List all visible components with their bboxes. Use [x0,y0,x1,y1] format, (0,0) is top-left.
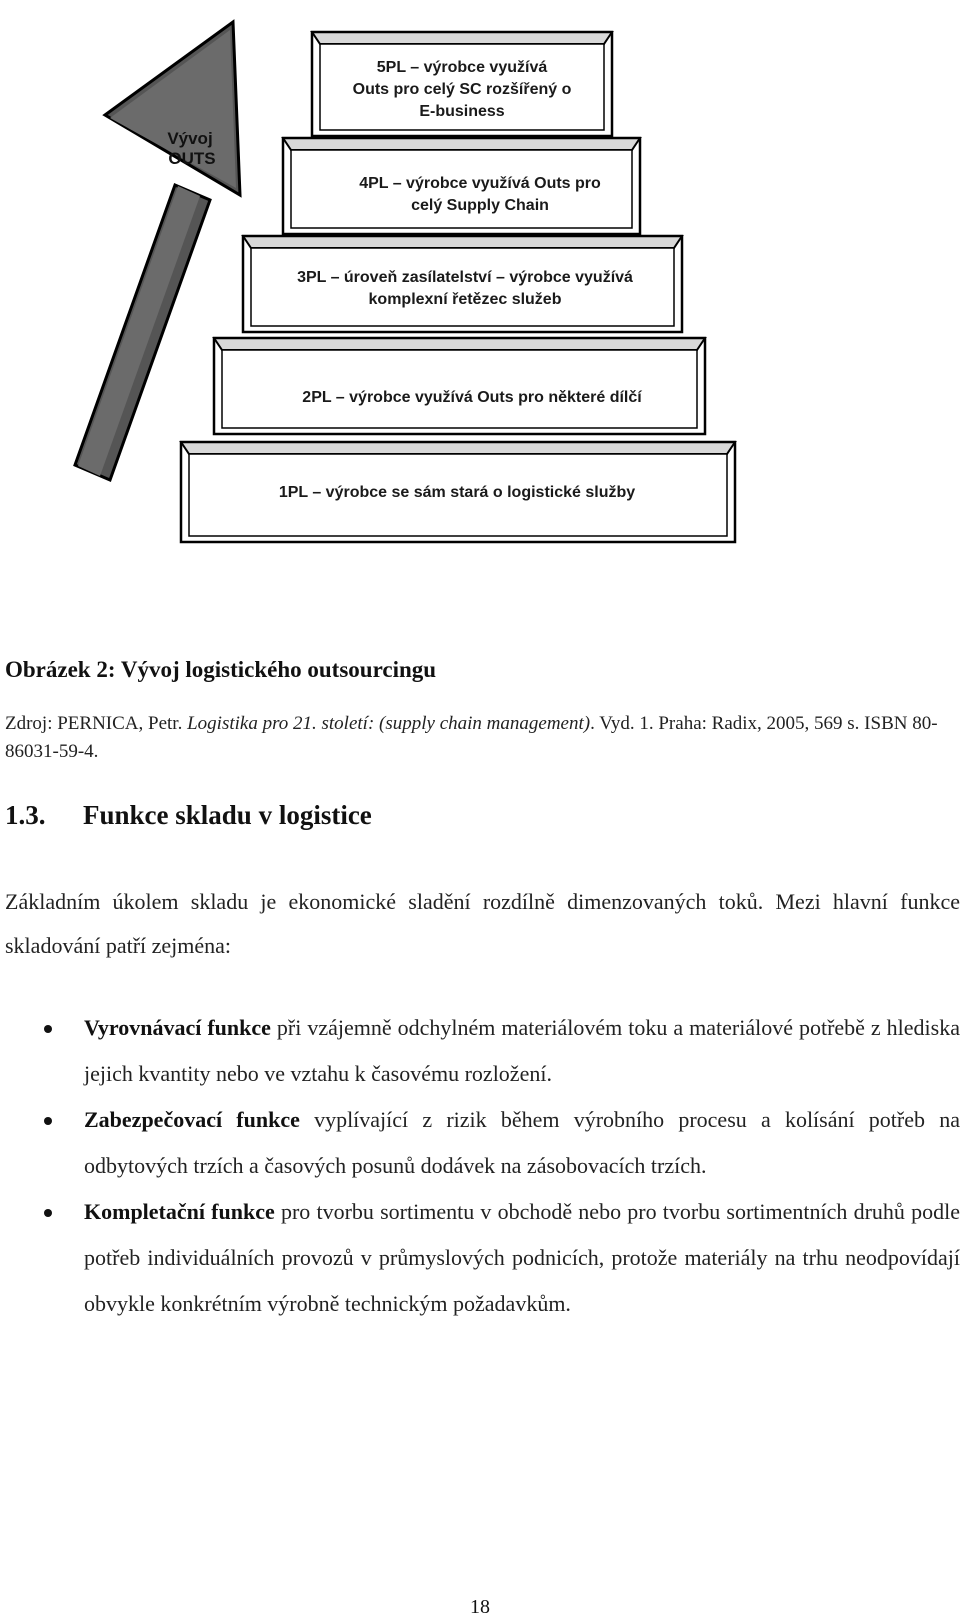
step-4pl-line2: celý Supply Chain [411,197,549,214]
bullet-term: Vyrovnávací funkce [84,1015,271,1040]
step-4pl [283,138,640,234]
source-title: Logistika pro 21. století: (supply chain management) [187,713,591,734]
step-5pl-line1: 5PL – výrobce využívá [376,59,548,76]
functions-list [0,1005,960,1327]
bullet-term: Zabezpečovací funkce [84,1107,300,1132]
step-1pl-line1: 1PL – výrobce se sám stará o logistické služby [278,484,636,501]
step-1pl [181,442,735,542]
bullet-text: vyplívající z rizik během výrobního procesu a kolísání potřeb na odbytových trzích a časových posunů dodávek na zásobovacích trzích. [84,1107,960,1178]
arrow-label-line1: Vývoj [167,129,213,148]
list-item [0,1189,960,1327]
step-2pl-line1: 2PL – výrobce využívá Outs pro některé dílčí [302,389,642,406]
list-item [0,1097,960,1189]
bullet-term: Kompletační funkce [84,1199,275,1224]
section-heading [5,800,372,831]
arrow-label-line2: OUTS [168,149,216,168]
step-3pl-line2: komplexní řetězec služeb [368,291,562,308]
step-3pl [243,236,682,332]
figure-source [5,710,960,766]
intro-paragraph: Základním úkolem skladu je ekonomické sladění rozdílně dimenzovaných toků. Mezi hlavní funkce skladování patří zejména: [5,889,960,958]
figure-caption: Obrázek 2: Vývoj logistického outsourcingu [5,657,437,682]
section-title: Funkce skladu v logistice [83,800,372,830]
list-item [0,1005,960,1097]
bullet-text: při vzájemně odchylném materiálovém toku a materiálové potřebě z hlediska jejich kvantity nebo ve vztahu k časovému rozložení. [84,1015,960,1086]
step-4pl-line1: 4PL – výrobce využívá Outs pro [359,175,601,192]
source-suffix: . Vyd. 1. Praha: Radix, 2005, 569 s. ISBN 80-86031-59-4. [5,713,938,762]
page-number: 18 [470,1596,490,1618]
step-5pl-line3: E-business [419,103,505,120]
step-3pl-line1: 3PL – úroveň zasílatelství – výrobce využívá [297,269,633,286]
source-prefix: Zdroj: PERNICA, Petr. [5,713,188,734]
step-2pl [214,338,705,434]
step-5pl-line2: Outs pro celý SC rozšířený o [352,81,572,98]
section-number: 1.3. [5,800,46,830]
step-5pl [312,32,612,136]
outsourcing-evolution-figure [0,0,960,580]
bullet-text: pro tvorbu sortimentu v obchodě nebo pro tvorbu sortimentních druhů podle potřeb individuálních provozů v průmyslových podnicích, protože materiály na trhu neodpovídají obvykle konkrétním výrobně technickým požadavkům. [84,1199,960,1316]
